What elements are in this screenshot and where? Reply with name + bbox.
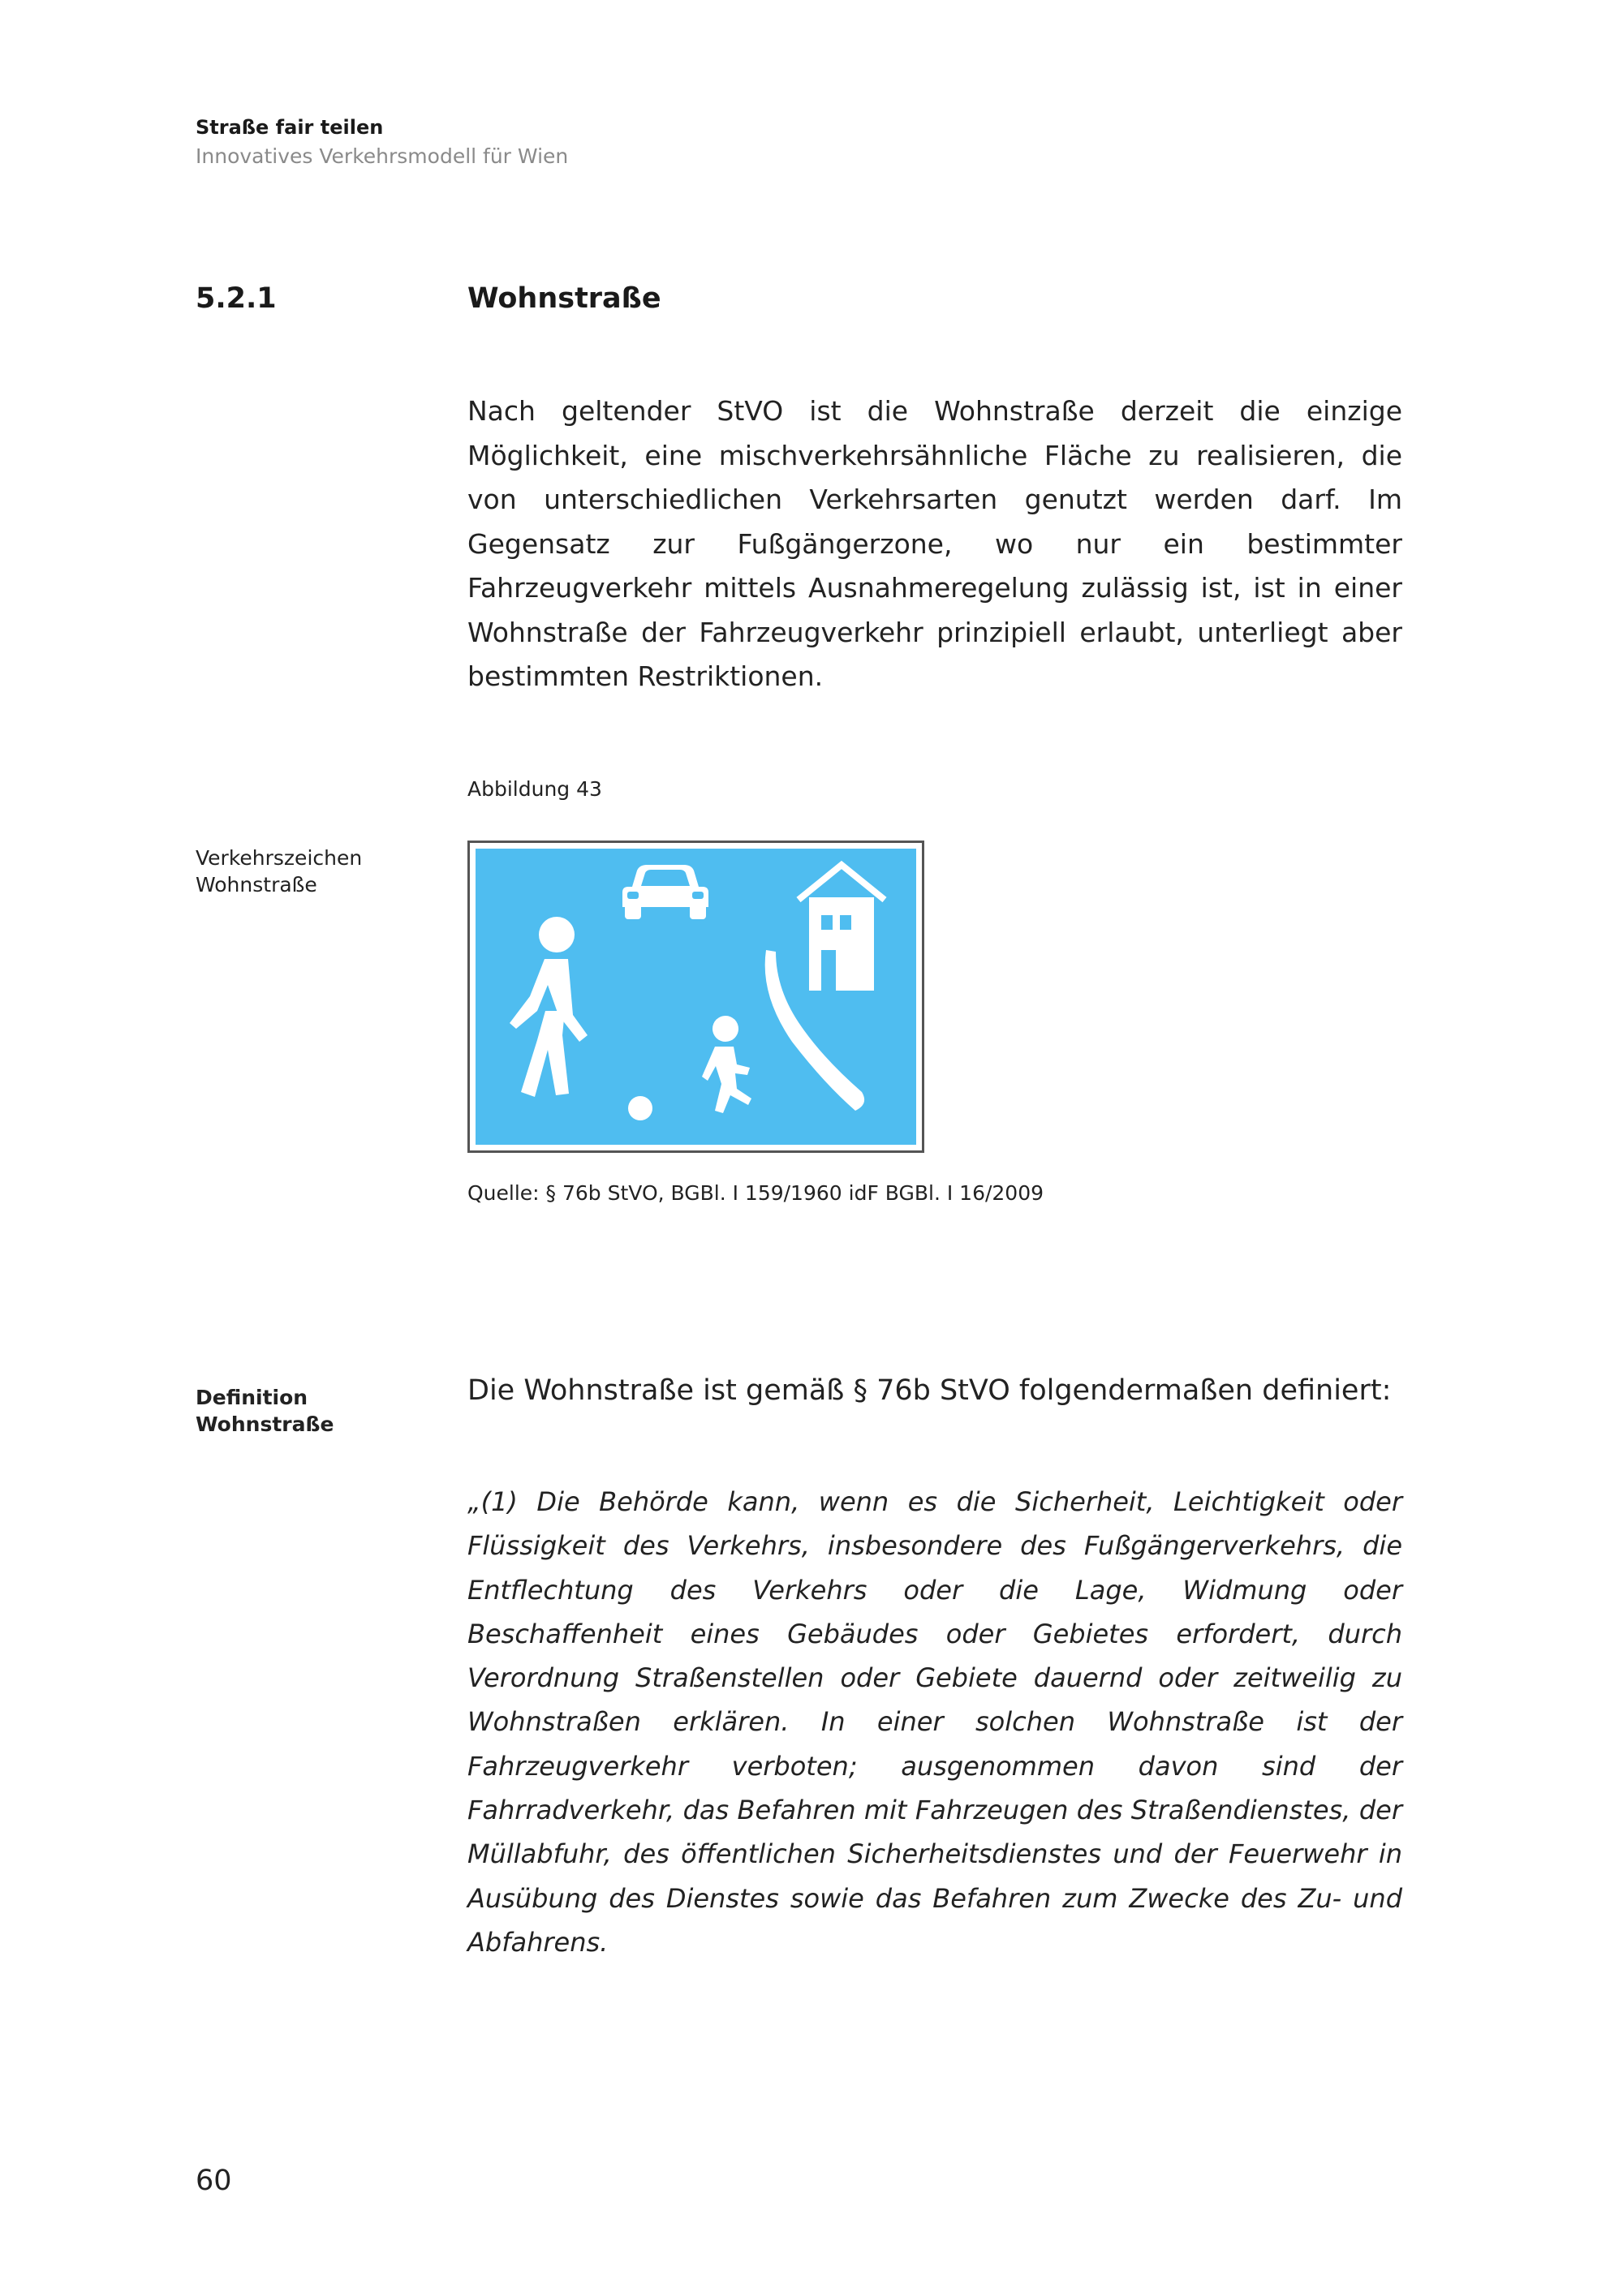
car-headlight — [692, 892, 704, 899]
definition-side-caption-line: Definition — [196, 1386, 308, 1409]
figure-label: Abbildung 43 — [467, 777, 602, 801]
definition-side-caption-line: Wohnstraße — [196, 1412, 334, 1436]
legal-quote: „(1) Die Behörde kann, wenn es die Sicherheit, Leichtigkeit oder Flüssigkeit des Verkehrs, insbesondere des Fußgängerverkehrs, die Entflechtung des Verkehrs oder die Lage, Widmung oder Beschaffenheit eines Gebäudes oder Gebietes erfordert, durch Verordnung Straßenstellen oder Gebiete dauernd oder zeitweilig zu Wohnstraßen erklären. In einer solchen Wohnstraße ist der Fahrzeugverkehr verboten; ausgenommen davon sind der Fahrradverkehr, das Befahren mit Fahrzeugen des Straßendienstes, der Müllabfuhr, des öffentlichen Sicherheitsdienstes und der Feuerwehr in Ausübung des Dienstes sowie das Befahren zum Zwecke des Zu- und Abfahrens. — [467, 1486, 1402, 1958]
figure-side-caption-line: Wohnstraße — [196, 873, 317, 896]
ball-icon — [628, 1096, 652, 1120]
running-header-title: Straße fair teilen — [196, 116, 384, 139]
definition-intro: Die Wohnstraße ist gemäß § 76b StVO folgendermaßen definiert: — [467, 1374, 1392, 1407]
figure-side-caption-line: Verkehrszeichen — [196, 846, 363, 870]
figure-side-caption — [196, 845, 362, 898]
definition-side-caption — [196, 1384, 334, 1438]
wohnstrasse-sign-icon — [467, 841, 924, 1153]
page-number: 60 — [196, 2165, 232, 2197]
figure-source: Quelle: § 76b StVO, BGBl. I 159/1960 idF BGBl. I 16/2009 — [467, 1181, 1044, 1205]
running-header-subtitle: Innovatives Verkehrsmodell für Wien — [196, 144, 569, 168]
car-headlight — [627, 892, 639, 899]
intro-paragraph: Nach geltender StVO ist die Wohnstraße derzeit die einzige Möglichkeit, eine mischverkehrsähnliche Fläche zu realisieren, die von unterschiedlichen Verkehrsarten genutzt werden darf. Im Gegensatz zur Fußgängerzone, wo nur ein bestimmter Fahrzeugverkehr mittels Ausnahmeregelung zulässig ist, ist in einer Wohnstraße der Fahrzeugverkehr prinzipiell erlaubt, unterliegt aber bestimmten Restriktionen. — [467, 395, 1402, 692]
car-window — [641, 870, 690, 886]
section-number: 5.2.1 — [196, 282, 277, 315]
section-title: Wohnstraße — [467, 282, 661, 315]
